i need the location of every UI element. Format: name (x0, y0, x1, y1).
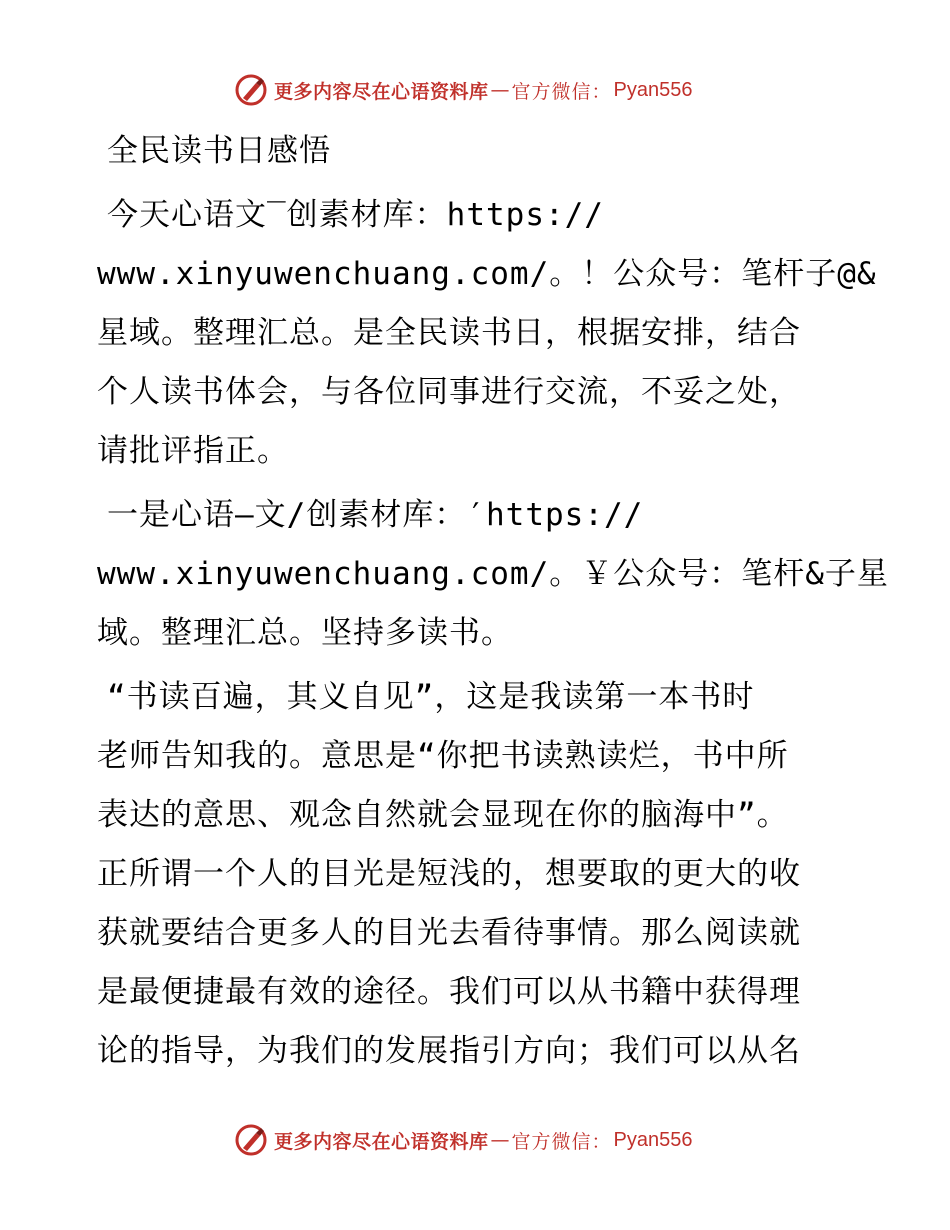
paragraph-line: 表达的意思、观念自然就会显现在你的脑海中”。 (97, 797, 789, 833)
banner-wechat-id: Pyan556 (613, 78, 693, 101)
paragraph-line: 个人读书体会，与各位同事进行交流，不妥之处， (97, 374, 801, 410)
document-body (97, 122, 889, 1081)
paragraph-line: 是最便捷最有效的途径。我们可以从书籍中获得理 (97, 974, 801, 1010)
header-banner (234, 72, 693, 108)
paragraph-line: www.xinyuwenchuang.com/。！公众号：笔杆子@& (97, 256, 877, 292)
banner-dash: — (490, 79, 510, 101)
document-title: 全民读书日感悟 (107, 133, 331, 169)
paragraph-line: 获就要结合更多人的目光去看待事情。那么阅读就 (97, 915, 801, 951)
paragraph-line: 星域。整理汇总。是全民读书日，根据安排，结合 (97, 315, 801, 351)
paragraph-2 (97, 486, 889, 663)
banner-slogan: 更多内容尽在心语资料库 (274, 1130, 489, 1153)
pen-logo-icon (234, 1123, 268, 1157)
footer-banner (234, 1122, 693, 1158)
paragraph-line: 正所谓一个人的目光是短浅的，想要取的更大的收 (97, 856, 801, 892)
banner-wechat-label: 官方微信： (511, 80, 612, 103)
paragraph-line: 今天心语文‾创素材库：https:// (107, 197, 604, 233)
paragraph-line: 请批评指正。 (97, 433, 289, 469)
paragraph-line: 一是心语—文/创素材库：′https:// (107, 497, 644, 533)
banner-wechat-id: Pyan556 (613, 1128, 693, 1151)
paragraph-line: 域。整理汇总。坚持多读书。 (97, 615, 513, 651)
banner-dash: — (490, 1129, 510, 1151)
paragraph-1 (97, 186, 877, 481)
banner-wechat-label: 官方微信： (511, 1130, 612, 1153)
paragraph-line: 老师告知我的。意思是“你把书读熟读烂，书中所 (97, 738, 789, 774)
pen-logo-icon (234, 73, 268, 107)
paragraph-line: “书读百遍，其义自见”，这是我读第一本书时 (107, 679, 755, 715)
paragraph-3 (97, 668, 857, 1081)
paragraph-line: 论的指导，为我们的发展指引方向；我们可以从名 (97, 1033, 801, 1069)
paragraph-line: www.xinyuwenchuang.com/。￥公众号：笔杆&子星 (97, 556, 889, 592)
banner-slogan: 更多内容尽在心语资料库 (274, 80, 489, 103)
